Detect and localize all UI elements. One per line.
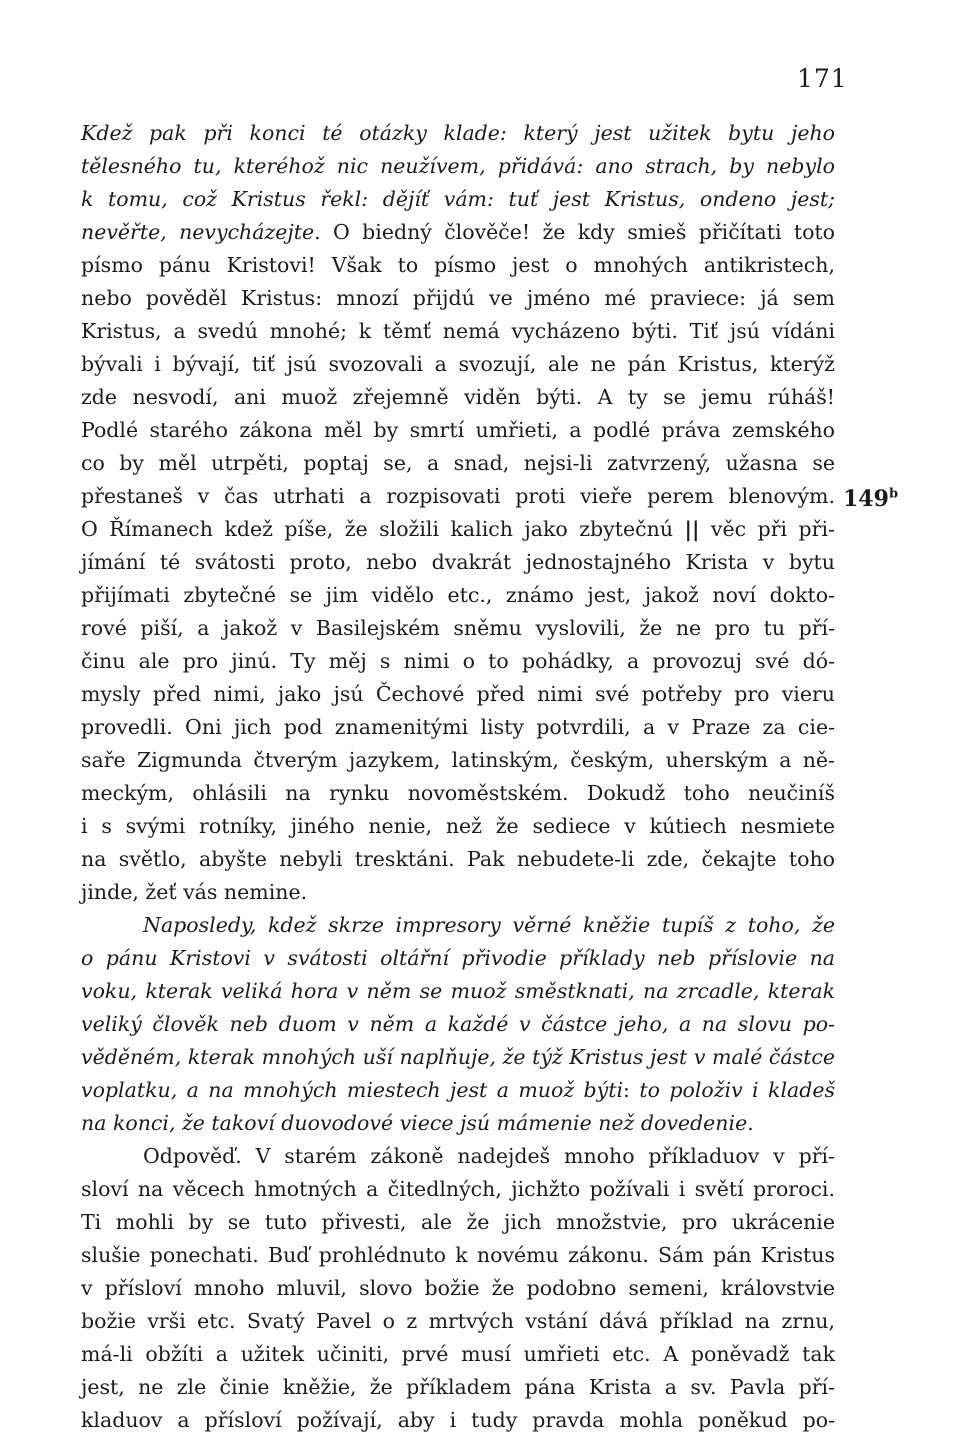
text-line: přijímati zbytečné se jim vidělo etc., známo jest, jakož noví dokto-: [81, 583, 835, 607]
text-line: meckým, ohlásili na rynku novoměstském. Dokudž toho neučiníš: [81, 781, 835, 805]
page-number: 171: [797, 64, 848, 93]
text-line: nebo pověděl Kristus: mnozí přijdú ve jméno mé praviece: já sem: [81, 286, 835, 310]
text-line: věděném, kterak mnohých uší naplňuje, že týž Kristus jest v malé částce: [81, 1045, 835, 1069]
text-segment: věc při při-: [710, 517, 835, 541]
text-line: Ti mohli by se tuto přivesti, ale že jich množstvie, pro ukrácenie: [81, 1210, 835, 1234]
text-line: jest, ne zle činie kněžie, že příkladem pána Krista a sv. Pavla pří-: [81, 1375, 835, 1399]
text-line: v přísloví mnoho mluvil, slovo božie že podobno semeni, královstvie: [81, 1276, 835, 1300]
text-line: saře Zigmunda čtverým jazykem, latinským, českým, uherským a ně-: [81, 748, 835, 772]
text-line: božie vrši etc. Svatý Pavel o z mrtvých vstání dává příklad na zrnu,: [81, 1309, 835, 1333]
text-line: Odpověď. V starém zákoně nadejdeš mnoho příkladuov v pří-: [143, 1144, 835, 1168]
text-line: bývali i bývají, tiť jsú svozovali a svozují, ale ne pán Kristus, kterýž: [81, 352, 835, 376]
text-segment: to položiv i kladeš: [629, 1078, 835, 1102]
text-line: jímání té svátosti proto, nebo dvakrát jednostajného Krista v bytu: [81, 550, 835, 574]
text-line: jinde, žeť vás nemine.: [81, 880, 308, 904]
text-line: provedli. Oni jich pod znamenitými listy potvrdili, a v Praze za cie-: [81, 715, 835, 739]
text-line: má-li obžíti a užitek učiniti, prvé musí umřieti etc. A poněvadž tak: [81, 1342, 835, 1366]
folio-break-marker: ||: [684, 517, 700, 541]
text-segment: O Římanech kdež píše, že složili kalich jako zbytečnú: [81, 517, 674, 541]
folio-suffix: b: [888, 486, 899, 502]
text-line: mysly před nimi, jako jsú Čechové před nimi své potřeby pro vieru: [81, 682, 835, 706]
text-line: voku, kterak veliká hora v něm se muož směstknati, na zrcadle, kterak: [81, 979, 835, 1003]
text-line: činu ale pro jinú. Ty měj s nimi o to pohádky, a provozuj své dó-: [81, 649, 835, 673]
text-line: na konci, že takoví duovodové viece jsú mámenie než dovedenie.: [81, 1111, 754, 1135]
text-line: slušie ponechati. Buď prohlédnuto k novému zákonu. Sám pán Kristus: [81, 1243, 835, 1267]
quoted-italic-text: nevěřte, nevycházejte.: [81, 220, 321, 244]
text-line: [81, 1075, 835, 1105]
text-line: na světlo, abyšte nebyli tresktáni. Pak nebudete-li zde, čekajte toho: [81, 847, 835, 871]
text-line: k tomu, což Kristus řekl: dějíť vám: tuť jest Kristus, ondeno jest;: [81, 187, 835, 211]
text-line: veliký člověk neb duom v něm a každé v částce jeho, a na slovu po-: [81, 1012, 835, 1036]
text-line: přestaneš v čas utrhati a rozpisovati proti vieře perem blenovým.: [81, 484, 835, 508]
text-line: Kristus, a svedú mnohé; k těmť nemá vycházeno býti. Tiť jsú vídáni: [81, 319, 835, 343]
text-line: i s svými rotníky, jiného nenie, než že sediece v kútiech nesmiete: [81, 814, 835, 838]
folio-number: 149: [843, 486, 889, 512]
text-line: Kdež pak při konci té otázky klade: který jest užitek bytu jeho: [81, 121, 835, 145]
text-line: [81, 217, 835, 247]
text-line: tělesného tu, kteréhož nic neužívem, přidává: ano strach, by nebylo: [81, 154, 835, 178]
text-line: Podlé starého zákona měl by smrtí umřieti, a podlé práva zemského: [81, 418, 835, 442]
text-line: sloví na věcech hmotných a čitedlných, jichžto požívali i světí proroci.: [81, 1177, 835, 1201]
text-segment: :: [623, 1078, 630, 1102]
text-line: zde nesvodí, ani muož zřejemně viděn býti. A ty se jemu rúháš!: [81, 385, 835, 409]
text-line: rové piší, a jakož v Basilejském sněmu vyslovili, že ne pro tu pří-: [81, 616, 835, 640]
text-line: [81, 514, 835, 544]
text-line: písmo pánu Kristovi! Však to písmo jest o mnohých antikristech,: [81, 253, 835, 277]
text-line: kladuov a přísloví požívají, aby i tudy pravda mohla poněkud po-: [81, 1408, 835, 1432]
margin-folio-note: [843, 486, 898, 512]
text-line: co by měl utrpěti, poptaj se, a snad, nejsi-li zatvrzený, užasna se: [81, 451, 835, 475]
text-line: o pánu Kristovi v svátosti oltářní přivodie příklady neb příslovie na: [81, 946, 835, 970]
plain-text: O biedný člověče! že kdy smieš přičítati toto: [320, 220, 835, 244]
text-line: Naposledy, kdež skrze impresory věrné kněžie tupíš z toho, že: [143, 913, 835, 937]
text-segment: voplatku, a na mnohých miestech jest a muož býti: [81, 1078, 624, 1102]
